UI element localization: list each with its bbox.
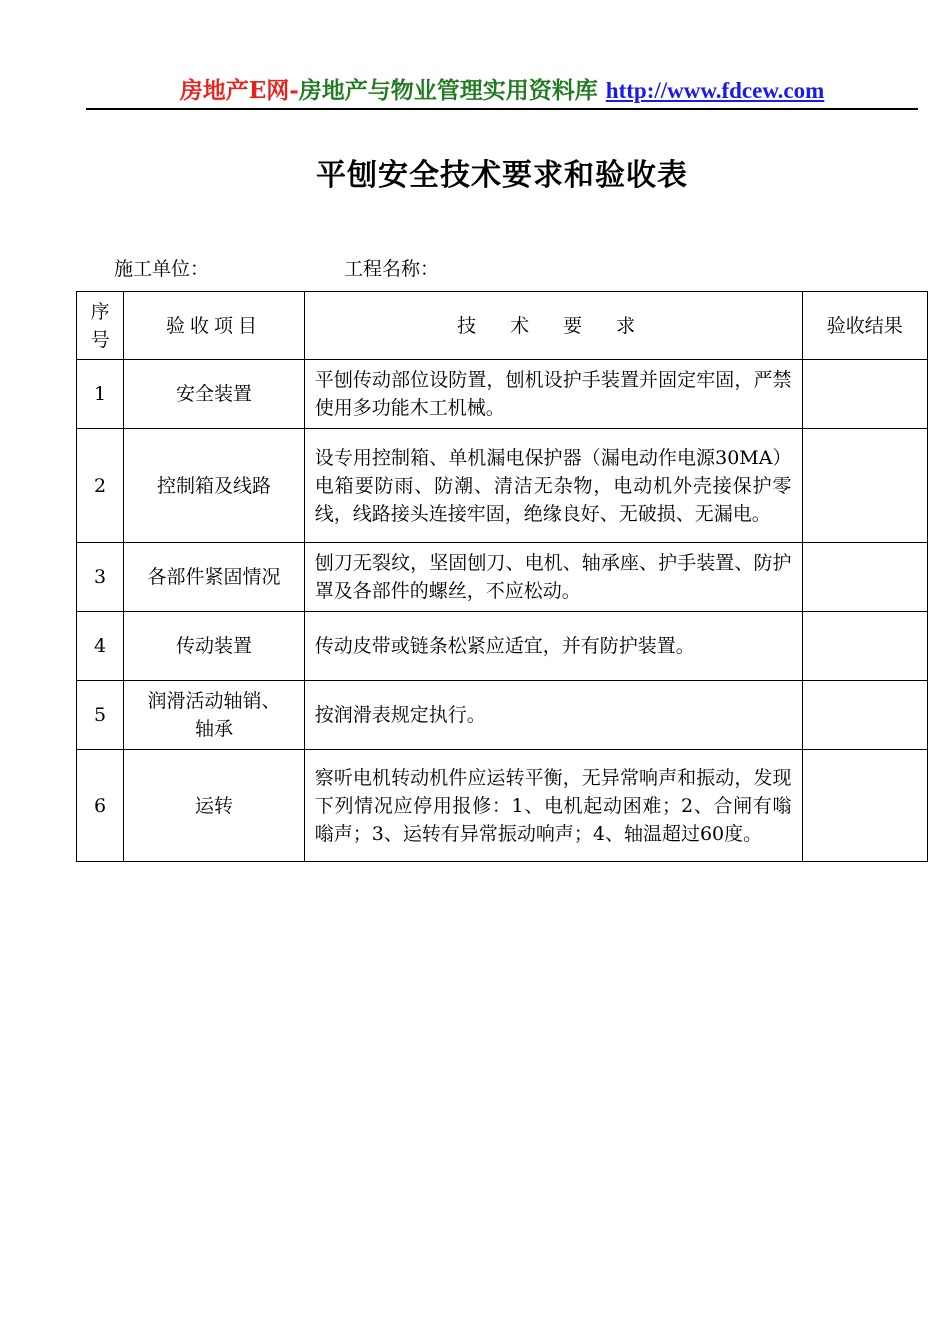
column-header-item: 验收项目: [124, 292, 305, 360]
acceptance-table: [76, 291, 928, 862]
column-header-requirement: 技 术 要 求: [304, 292, 802, 360]
row-no: 2: [77, 429, 124, 543]
row-no: 4: [77, 612, 124, 681]
table-row: [77, 543, 928, 612]
header-tagline: 房地产与物业管理实用资料库: [298, 77, 598, 104]
row-requirement: 察听电机转动机件应运转平衡，无异常响声和振动，发现下列情况应停用报修：1、电机起动困难；2、合闸有嗡嗡声；3、运转有异常振动响声；4、轴温超过60度。: [304, 750, 802, 862]
row-no: 5: [77, 681, 124, 750]
row-item: 润滑活动轴销、轴承: [124, 681, 305, 750]
row-item: 控制箱及线路: [124, 429, 305, 543]
column-header-result: 验收结果: [802, 292, 927, 360]
document-title: 平刨安全技术要求和验收表: [316, 158, 688, 193]
row-item: 各部件紧固情况: [124, 543, 305, 612]
row-requirement: 平刨传动部位设防置，刨机设护手装置并固定牢固，严禁使用多功能木工机械。: [304, 360, 802, 429]
row-requirement: 刨刀无裂纹，坚固刨刀、电机、轴承座、护手装置、防护罩及各部件的螺丝，不应松动。: [304, 543, 802, 612]
row-item: 传动装置: [124, 612, 305, 681]
project-name-label: 工程名称：: [344, 258, 440, 280]
row-result[interactable]: [802, 612, 927, 681]
header-url-link[interactable]: http://www.fdcew.com: [605, 78, 825, 103]
row-requirement: 设专用控制箱、单机漏电保护器（漏电动作电源30MA）电箱要防雨、防潮、清洁无杂物，电动机外壳接保护零线，线路接头连接牢固，绝缘良好、无破损、无漏电。: [304, 429, 802, 543]
table-row: [77, 612, 928, 681]
row-requirement: 按润滑表规定执行。: [304, 681, 802, 750]
header-dash: -: [289, 77, 299, 104]
table-row: [77, 681, 928, 750]
table-header-row: [77, 292, 928, 360]
construction-unit-label: 施工单位：: [114, 258, 210, 280]
page-header: [86, 76, 918, 110]
table-row: [77, 360, 928, 429]
header-brand: 房地产E网: [179, 77, 290, 104]
row-requirement: 传动皮带或链条松紧应适宜，并有防护装置。: [304, 612, 802, 681]
row-item: 运转: [124, 750, 305, 862]
table-row: [77, 750, 928, 862]
row-result[interactable]: [802, 429, 927, 543]
column-header-no: 序号: [77, 292, 124, 360]
row-no: 1: [77, 360, 124, 429]
row-no: 3: [77, 543, 124, 612]
row-result[interactable]: [802, 543, 927, 612]
row-no: 6: [77, 750, 124, 862]
row-result[interactable]: [802, 681, 927, 750]
row-item: 安全装置: [124, 360, 305, 429]
row-result[interactable]: [802, 750, 927, 862]
table-row: [77, 429, 928, 543]
row-result[interactable]: [802, 360, 927, 429]
